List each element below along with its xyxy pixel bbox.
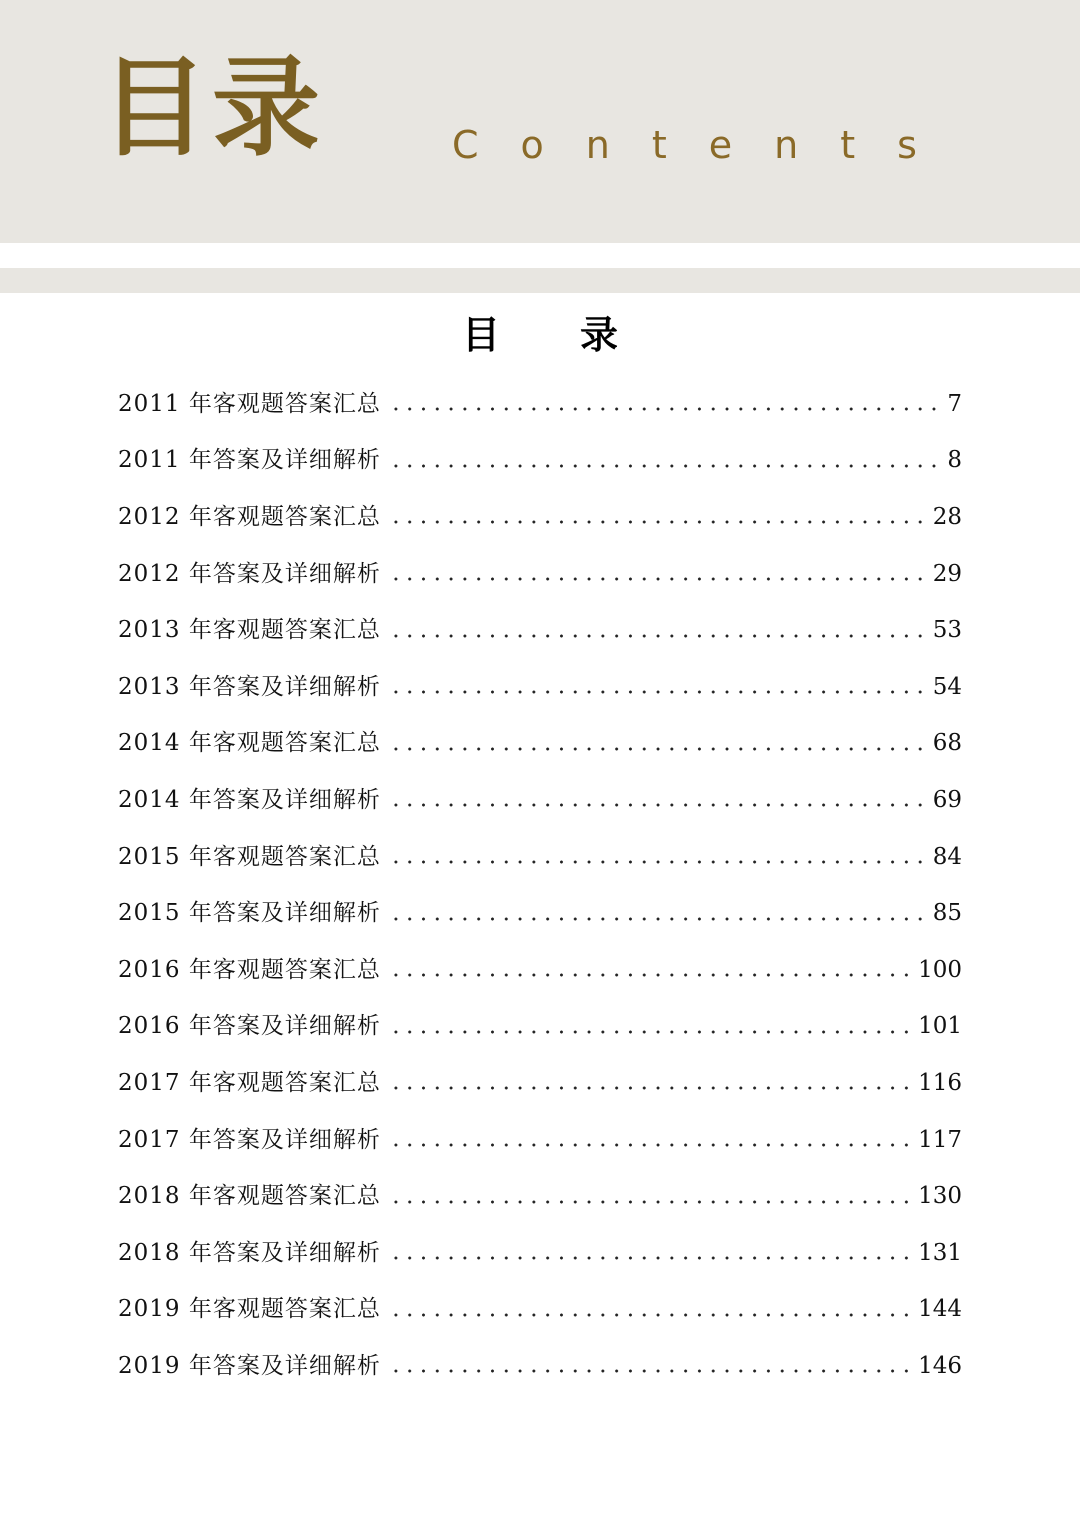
toc-entry-page: 117: [918, 1126, 962, 1153]
toc-entry[interactable]: [118, 829, 962, 886]
toc-entry-leader: [389, 634, 927, 638]
toc-entry-leader: [389, 577, 927, 581]
toc-entry[interactable]: [118, 942, 962, 999]
toc-entry[interactable]: [118, 772, 962, 829]
toc-entry-label: 2019 年客观题答案汇总: [118, 1296, 381, 1323]
toc-entry-leader: [389, 1200, 912, 1204]
toc-entry-label: 2011 年答案及详细解析: [118, 447, 381, 474]
toc-entry[interactable]: [118, 1055, 962, 1112]
toc-entry-page: 84: [932, 843, 962, 870]
toc-entry[interactable]: [118, 602, 962, 659]
header-band: [0, 0, 1080, 243]
toc-entry-label: 2013 年客观题答案汇总: [118, 617, 381, 644]
toc-heading-right: 录: [580, 313, 619, 357]
toc-entry-page: 144: [918, 1296, 962, 1323]
toc-entry-label: 2016 年客观题答案汇总: [118, 956, 381, 983]
toc-entry-leader: [389, 520, 927, 524]
header-subtitle: Contents: [452, 123, 959, 167]
toc-entry-page: 85: [932, 900, 962, 927]
toc-entry[interactable]: [118, 433, 962, 490]
toc-list: [118, 376, 962, 1395]
toc-entry-page: 54: [932, 673, 962, 700]
toc-entry-leader: [389, 464, 942, 468]
toc-heading: [0, 313, 1080, 357]
toc-entry[interactable]: [118, 1225, 962, 1282]
toc-entry-page: 101: [918, 1013, 962, 1040]
toc-entry-leader: [389, 917, 927, 921]
toc-entry-leader: [389, 690, 927, 694]
toc-entry-label: 2012 年答案及详细解析: [118, 560, 381, 587]
toc-entry-label: 2019 年答案及详细解析: [118, 1352, 381, 1379]
toc-entry-leader: [389, 747, 927, 751]
toc-entry[interactable]: [118, 716, 962, 773]
toc-entry-label: 2012 年客观题答案汇总: [118, 503, 381, 530]
toc-entry-page: 8: [947, 447, 962, 474]
toc-entry-leader: [389, 973, 912, 977]
toc-entry[interactable]: [118, 1282, 962, 1339]
toc-entry-label: 2011 年客观题答案汇总: [118, 390, 381, 417]
toc-entry-label: 2014 年客观题答案汇总: [118, 730, 381, 757]
toc-entry-page: 130: [918, 1183, 962, 1210]
toc-entry-leader: [389, 1030, 912, 1034]
toc-entry-leader: [389, 1256, 912, 1260]
header-title: 目录: [100, 45, 325, 171]
toc-entry-label: 2015 年答案及详细解析: [118, 900, 381, 927]
toc-entry-page: 116: [918, 1069, 962, 1096]
toc-entry-leader: [389, 1143, 912, 1147]
toc-entry-label: 2014 年答案及详细解析: [118, 786, 381, 813]
toc-entry[interactable]: [118, 546, 962, 603]
toc-entry-label: 2013 年答案及详细解析: [118, 673, 381, 700]
toc-entry[interactable]: [118, 1168, 962, 1225]
toc-entry-page: 53: [932, 617, 962, 644]
divider-band: [0, 268, 1080, 293]
toc-entry-page: 100: [918, 956, 962, 983]
toc-entry-leader: [389, 407, 942, 411]
toc-entry-page: 68: [932, 730, 962, 757]
toc-entry-leader: [389, 860, 927, 864]
toc-heading-left: 目: [461, 313, 500, 357]
toc-entry-leader: [389, 803, 927, 807]
toc-entry-label: 2018 年答案及详细解析: [118, 1239, 381, 1266]
toc-entry[interactable]: [118, 489, 962, 546]
toc-entry-page: 69: [932, 786, 962, 813]
toc-entry-page: 131: [918, 1239, 962, 1266]
toc-entry[interactable]: [118, 659, 962, 716]
toc-entry-page: 146: [918, 1352, 962, 1379]
toc-entry[interactable]: [118, 1112, 962, 1169]
toc-entry-leader: [389, 1369, 912, 1373]
toc-entry-label: 2018 年客观题答案汇总: [118, 1183, 381, 1210]
toc-entry-leader: [389, 1313, 912, 1317]
toc-entry-label: 2017 年客观题答案汇总: [118, 1069, 381, 1096]
toc-entry[interactable]: [118, 376, 962, 433]
toc-entry[interactable]: [118, 885, 962, 942]
toc-entry-page: 28: [932, 503, 962, 530]
toc-entry-page: 7: [947, 390, 962, 417]
toc-entry[interactable]: [118, 999, 962, 1056]
toc-entry-label: 2015 年客观题答案汇总: [118, 843, 381, 870]
toc-entry-page: 29: [932, 560, 962, 587]
toc-entry-label: 2017 年答案及详细解析: [118, 1126, 381, 1153]
toc-entry[interactable]: [118, 1338, 962, 1395]
toc-entry-leader: [389, 1086, 912, 1090]
toc-entry-label: 2016 年答案及详细解析: [118, 1013, 381, 1040]
